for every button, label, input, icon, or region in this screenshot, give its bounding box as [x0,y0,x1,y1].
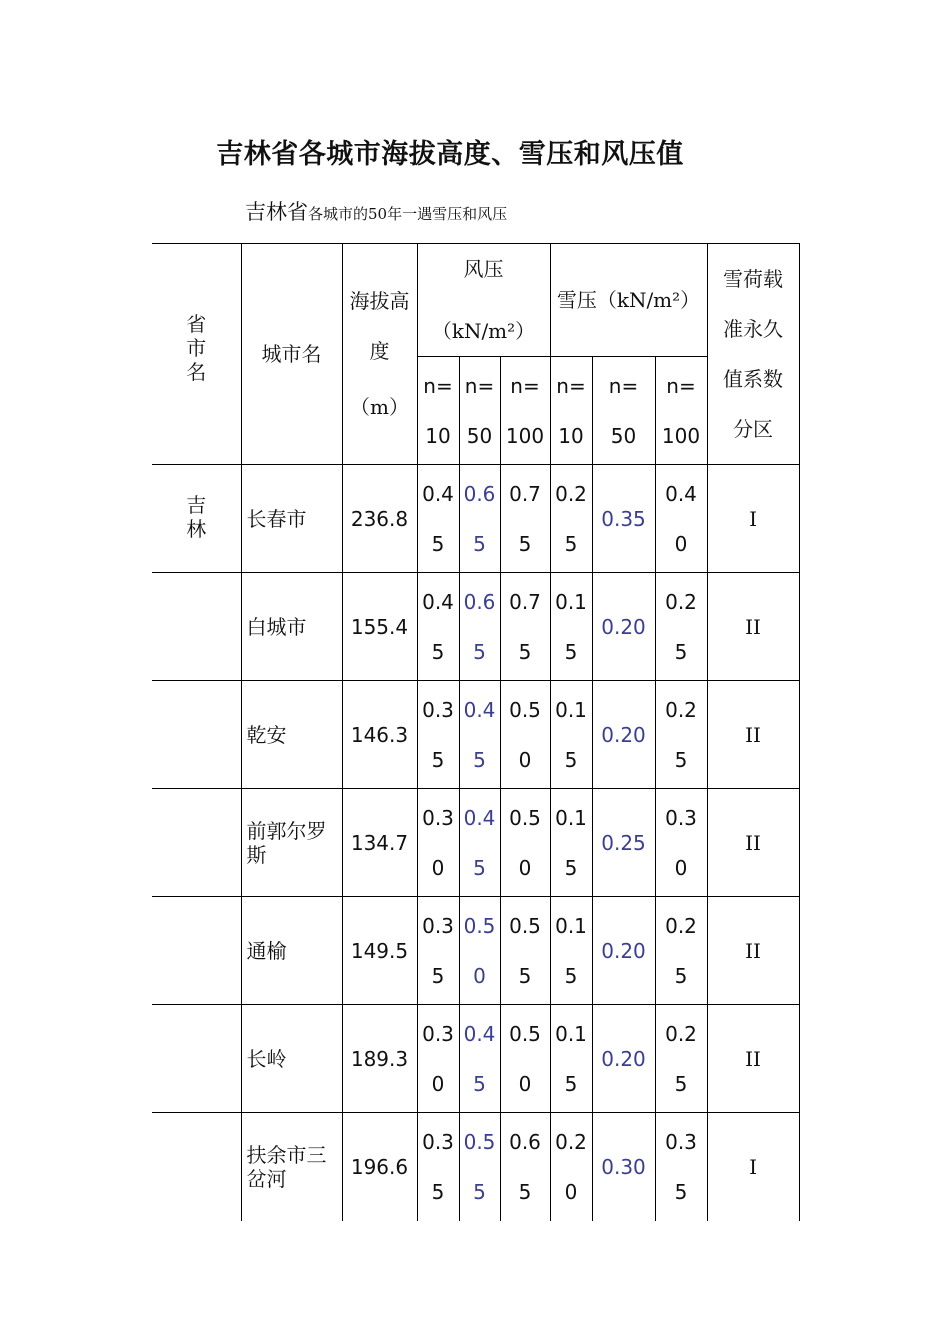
snow-n100-value: 0.25 [665,697,697,772]
wind-n100-value: 0.65 [509,1129,541,1204]
cell-snow-n50: 0.20 [592,897,655,1005]
cell-snow-n100 [655,897,707,1005]
table-row [152,681,799,789]
cell-snow-n100 [655,681,707,789]
cell-wind-n50 [459,1113,500,1221]
header-snow: 雪压（kN/m²） [550,244,707,357]
cell-wind-n50 [459,681,500,789]
header-row-1 [152,244,799,357]
wind-n10-value: 0.35 [422,913,454,988]
cell-city: 扶余市三岔河 [241,1113,342,1221]
province-text: 吉林 [186,493,207,541]
wind-n10-value: 0.35 [422,697,454,772]
cell-snow-n10 [550,897,592,1005]
header-altitude-line2: （m） [350,395,409,419]
cell-wind-n50 [459,789,500,897]
cell-snow-n10 [550,573,592,681]
cell-altitude: 149.5 [342,897,417,1005]
header-snow-n100 [655,357,707,465]
wind-n100-value: 0.50 [509,805,541,880]
snow-n10-value: 0.20 [555,1129,587,1204]
cell-province [152,897,241,1005]
header-wind-n10-text: n=10 [423,373,453,448]
table-subtitle [245,196,507,226]
snow-n10-value: 0.15 [555,913,587,988]
cell-snow-n50: 0.20 [592,573,655,681]
cell-snow-n10 [550,1113,592,1221]
page-title: 吉林省各城市海拔高度、雪压和风压值 [216,139,684,170]
cell-wind-n10 [417,1113,459,1221]
cell-wind-n100 [500,897,550,1005]
cell-wind-n10 [417,897,459,1005]
cell-wind-n50 [459,573,500,681]
header-snow-n100-text: n=100 [661,373,701,448]
cell-city: 白城市 [241,573,342,681]
cell-snow-n50: 0.35 [592,465,655,573]
cell-snow-n100 [655,573,707,681]
table-row [152,465,799,573]
wind-n50-value: 0.65 [463,481,496,556]
cell-province [152,789,241,897]
header-snow-n10 [550,357,592,465]
header-zone-text: 雪荷载准永久值系数分区 [723,267,784,441]
subtitle-province: 吉林省 [245,200,308,224]
wind-n10-value: 0.30 [422,805,454,880]
wind-n50-value: 0.55 [463,1129,496,1204]
cell-zone: I [707,1113,799,1221]
header-altitude [342,244,417,465]
cell-city: 长岭 [241,1005,342,1113]
snow-n10-value: 0.15 [555,805,587,880]
wind-n10-value: 0.35 [422,1129,454,1204]
cell-zone: II [707,681,799,789]
cell-altitude: 146.3 [342,681,417,789]
snow-n100-value: 0.25 [665,1021,697,1096]
cell-province [152,1113,241,1221]
header-snow-n50-text: n=50 [608,373,639,448]
cell-city: 长春市 [241,465,342,573]
cell-province [152,573,241,681]
cell-snow-n50: 0.20 [592,1005,655,1113]
cell-snow-n10 [550,465,592,573]
pressure-table [152,243,800,1221]
cell-wind-n100 [500,789,550,897]
wind-n100-value: 0.50 [509,1021,541,1096]
cell-wind-n50 [459,1005,500,1113]
cell-altitude: 155.4 [342,573,417,681]
cell-province [152,681,241,789]
header-city: 城市名 [241,244,342,465]
table-row [152,1113,799,1221]
wind-n100-value: 0.75 [509,481,541,556]
wind-n10-value: 0.45 [422,589,454,664]
header-province-text: 省市名 [186,311,207,384]
wind-n10-value: 0.45 [422,481,454,556]
wind-n50-value: 0.45 [463,697,496,772]
cell-altitude: 196.6 [342,1113,417,1221]
cell-zone: II [707,897,799,1005]
wind-n100-value: 0.55 [509,913,541,988]
table-row [152,1005,799,1113]
cell-city: 前郭尔罗斯 [241,789,342,897]
cell-province [152,1005,241,1113]
cell-altitude: 236.8 [342,465,417,573]
wind-n50-value: 0.45 [463,1021,496,1096]
cell-wind-n50 [459,465,500,573]
header-altitude-line1: 海拔高度 [349,289,410,363]
cell-wind-n10 [417,789,459,897]
header-province [152,244,241,465]
cell-snow-n50: 0.30 [592,1113,655,1221]
wind-n50-value: 0.45 [463,805,496,880]
cell-wind-n100 [500,465,550,573]
subtitle-text: 各城市的50年一遇雪压和风压 [308,205,508,223]
cell-wind-n50 [459,897,500,1005]
header-snow-n50 [592,357,655,465]
header-wind [417,244,550,357]
wind-n50-value: 0.65 [463,589,496,664]
cell-snow-n100 [655,1005,707,1113]
wind-n10-value: 0.30 [422,1021,454,1096]
cell-snow-n10 [550,681,592,789]
cell-zone: II [707,1005,799,1113]
cell-wind-n100 [500,1113,550,1221]
cell-zone: II [707,789,799,897]
wind-n50-value: 0.50 [463,913,496,988]
table-row [152,573,799,681]
cell-wind-n10 [417,1005,459,1113]
cell-snow-n50: 0.25 [592,789,655,897]
snow-n100-value: 0.25 [665,913,697,988]
header-zone [707,244,799,465]
wind-n100-value: 0.50 [509,697,541,772]
cell-city: 乾安 [241,681,342,789]
cell-snow-n100 [655,789,707,897]
cell-wind-n100 [500,573,550,681]
table-row [152,897,799,1005]
cell-snow-n10 [550,789,592,897]
cell-snow-n50: 0.20 [592,681,655,789]
cell-altitude: 189.3 [342,1005,417,1113]
cell-snow-n10 [550,1005,592,1113]
cell-city: 通榆 [241,897,342,1005]
cell-wind-n10 [417,465,459,573]
header-wind-n100 [500,357,550,465]
cell-altitude: 134.7 [342,789,417,897]
snow-n10-value: 0.15 [555,589,587,664]
cell-wind-n100 [500,1005,550,1113]
header-wind-line1: 风压 [463,257,504,281]
header-wind-n50-text: n=50 [464,373,495,448]
snow-n10-value: 0.15 [555,1021,587,1096]
cell-snow-n100 [655,1113,707,1221]
header-wind-line2: （kN/m²） [431,319,536,343]
cell-wind-n10 [417,573,459,681]
snow-n10-value: 0.25 [555,481,587,556]
snow-n100-value: 0.25 [665,589,697,664]
cell-province [152,465,241,573]
snow-n100-value: 0.40 [665,481,697,556]
snow-n10-value: 0.15 [555,697,587,772]
cell-snow-n100 [655,465,707,573]
wind-n100-value: 0.75 [509,589,541,664]
header-wind-n50 [459,357,500,465]
cell-zone: I [707,465,799,573]
snow-n100-value: 0.30 [665,805,697,880]
snow-n100-value: 0.35 [665,1129,697,1204]
header-snow-n10-text: n=10 [556,373,586,448]
table-row [152,789,799,897]
header-wind-n10 [417,357,459,465]
cell-wind-n100 [500,681,550,789]
cell-wind-n10 [417,681,459,789]
cell-zone: II [707,573,799,681]
header-wind-n100-text: n=100 [505,373,545,448]
